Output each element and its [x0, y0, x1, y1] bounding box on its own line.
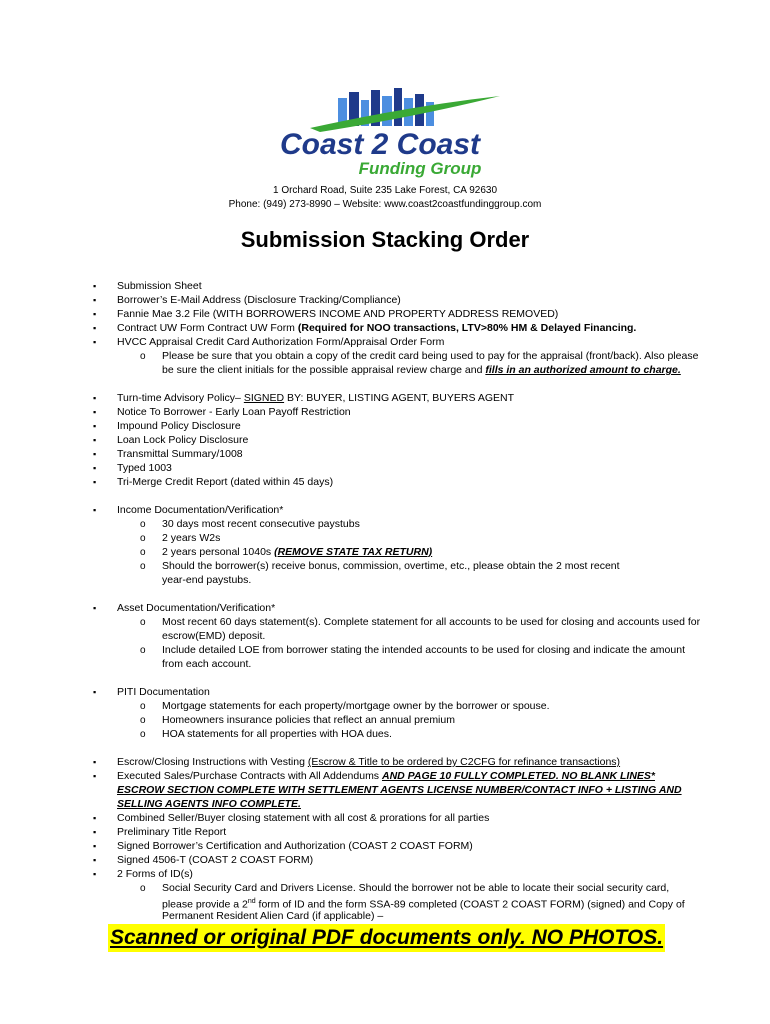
list-item: Typed 1003: [117, 462, 172, 474]
sub-item-text: form of ID and the form SSA-89 completed (COAST 2 COAST FORM) (signed) and Copy of: [255, 898, 685, 911]
sub-item: Most recent 60 days statement(s). Complete statement for all accounts to be used for closing and accounts used for: [162, 616, 701, 628]
list-item-text: Contract UW Form Contract UW Form: [117, 322, 298, 334]
sub-item-emphasis: fills in an authorized amount to charge.: [485, 364, 681, 376]
list-item: Preliminary Title Report: [117, 826, 227, 838]
sub-item: Mortgage statements for each property/mortgage owner by the borrower or spouse.: [162, 700, 550, 712]
company-address: 1 Orchard Road, Suite 235 Lake Forest, CA 92630: [272, 185, 498, 196]
list-item-text: Executed Sales/Purchase Contracts with All Addendums: [117, 770, 382, 782]
sub-item: from each account.: [162, 658, 252, 670]
bullet: ▪: [93, 813, 97, 823]
sub-item: HOA statements for all properties with HOA dues.: [162, 728, 392, 740]
list-item: Combined Seller/Buyer closing statement with all cost & prorations for all parties: [117, 812, 490, 824]
list-item: Submission Sheet: [117, 280, 202, 292]
sub-item: escrow(EMD) deposit.: [162, 630, 266, 642]
sub-item-emphasis: (REMOVE STATE TAX RETURN): [274, 546, 433, 558]
sub-item: year-end paystubs.: [162, 574, 252, 586]
bullet: ▪: [93, 309, 97, 319]
list-item: Asset Documentation/Verification*: [117, 602, 276, 614]
skyline-icon: [310, 88, 500, 132]
list-item: [117, 769, 655, 783]
bullet: ▪: [93, 421, 97, 431]
list-item-emphasis: AND PAGE 10 FULLY COMPLETED. NO BLANK LINES*: [381, 770, 656, 782]
bullet: ▪: [93, 827, 97, 837]
bullet: ▪: [93, 841, 97, 851]
sub-bullet: o: [140, 617, 146, 628]
logo-wordmark: Coast 2 Coast: [279, 128, 481, 161]
bullet: ▪: [93, 337, 97, 347]
list-item: [117, 391, 514, 405]
list-item: Signed Borrower’s Certification and Authorization (COAST 2 COAST FORM): [117, 840, 473, 852]
sub-item: Social Security Card and Drivers License. Should the borrower not be able to locate their social security card,: [162, 882, 670, 894]
bullet: ▪: [93, 505, 97, 515]
list-item: Tri-Merge Credit Report (dated within 45 days): [117, 476, 334, 488]
sub-item-text: be sure the client initials for the possible appraisal review charge and: [162, 364, 486, 376]
sub-bullet: o: [140, 547, 146, 558]
bullet: ▪: [93, 757, 97, 767]
list-item-continued: ESCROW SECTION COMPLETE WITH SETTLEMENT AGENTS LICENSE NUMBER/CONTACT INFO + LISTING AND: [117, 784, 682, 796]
list-item: 2 Forms of ID(s): [117, 868, 193, 880]
list-item-underline: (Escrow & Title to be ordered by C2CFG for refinance transactions): [307, 756, 621, 768]
list-item-emphasis: (Required for NOO transactions, LTV>80% HM & Delayed Financing.: [297, 322, 637, 334]
company-contact: Phone: (949) 273-8990 – Website: www.coast2coastfundinggroup.com: [228, 199, 542, 210]
sub-item-text: please provide a 2: [162, 898, 248, 911]
sub-bullet: o: [140, 645, 146, 656]
superscript: nd: [247, 898, 256, 905]
list-item: Borrower’s E-Mail Address (Disclosure Tracking/Compliance): [117, 294, 401, 306]
list-item: Signed 4506-T (COAST 2 COAST FORM): [117, 854, 314, 866]
list-item-underline: SIGNED: [243, 392, 285, 404]
bullet: ▪: [93, 449, 97, 459]
sub-bullet: o: [140, 533, 146, 544]
bullet: ▪: [93, 393, 97, 403]
bullet: ▪: [93, 407, 97, 417]
bullet: ▪: [93, 281, 97, 291]
sub-item: Include detailed LOE from borrower stating the intended accounts to be used for closing and indicate the amount: [162, 644, 685, 656]
bullet: ▪: [93, 295, 97, 305]
sub-bullet: o: [140, 715, 146, 726]
page-title: Submission Stacking Order: [240, 227, 530, 252]
list-item: Notice To Borrower - Early Loan Payoff Restriction: [117, 406, 351, 418]
sub-bullet: o: [140, 701, 146, 712]
sub-bullet: o: [140, 883, 146, 894]
sub-item: 2 years W2s: [162, 532, 221, 544]
bullet: ▪: [93, 771, 97, 781]
bullet: ▪: [93, 477, 97, 487]
sub-item: Please be sure that you obtain a copy of the credit card being used to pay for the appraisal (front/back). Also please: [162, 350, 699, 362]
sub-bullet: o: [140, 519, 146, 530]
sub-item-text: 2 years personal 1040s: [162, 546, 275, 558]
bullet: ▪: [93, 869, 97, 879]
sub-item: 30 days most recent consecutive paystubs: [162, 518, 360, 530]
sub-item: Should the borrower(s) receive bonus, commission, overtime, etc., please obtain the 2 most recent: [162, 560, 620, 572]
bullet: ▪: [93, 603, 97, 613]
list-item: [117, 321, 636, 335]
list-item: HVCC Appraisal Credit Card Authorization Form/Appraisal Order Form: [117, 336, 445, 348]
list-item-text: Turn-time Advisory Policy–: [117, 392, 244, 404]
list-item: Loan Lock Policy Disclosure: [117, 434, 249, 446]
sub-bullet: o: [140, 561, 146, 572]
bullet: ▪: [93, 855, 97, 865]
list-item-continued: SELLING AGENTS INFO COMPLETE.: [117, 798, 301, 810]
list-item: Impound Policy Disclosure: [117, 420, 241, 432]
bullet: ▪: [93, 463, 97, 473]
list-item: PITI Documentation: [117, 686, 210, 698]
list-item: Fannie Mae 3.2 File (WITH BORROWERS INCOME AND PROPERTY ADDRESS REMOVED): [117, 308, 559, 320]
list-item-text: BY: BUYER, LISTING AGENT, BUYERS AGENT: [284, 392, 514, 404]
bullet: ▪: [93, 435, 97, 445]
list-item: [117, 755, 620, 769]
bullet: ▪: [93, 323, 97, 333]
sub-item: [162, 363, 681, 377]
sub-item: Permanent Resident Alien Card (if applicable) –: [162, 910, 384, 922]
sub-bullet: o: [140, 729, 146, 740]
list-item: Transmittal Summary/1008: [117, 448, 243, 460]
notice-banner: Scanned or original PDF documents only. NO PHOTOS.: [108, 924, 665, 952]
sub-item: Homeowners insurance policies that reflect an annual premium: [162, 714, 455, 726]
list-item-text: Escrow/Closing Instructions with Vesting: [117, 756, 308, 768]
bullet: ▪: [93, 687, 97, 697]
sub-bullet: o: [140, 351, 146, 362]
sub-item: [162, 545, 432, 559]
list-item: Income Documentation/Verification*: [117, 504, 284, 516]
company-logo: [250, 88, 510, 178]
logo-tagline: Funding Group: [358, 159, 482, 178]
